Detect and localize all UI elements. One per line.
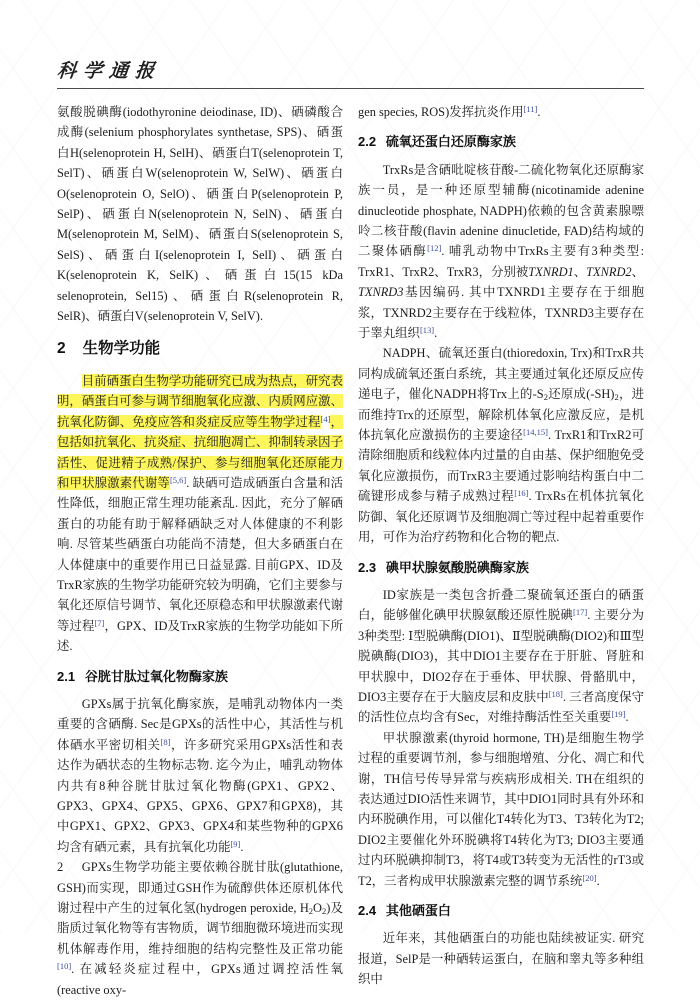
text-run: TrxRs是含硒吡啶核苷酸-二硫化物氧化还原酶家族一员，是一种还原型辅酶(nicotinamide adenine dinucleotide phosphate, NADPH)依赖的包含黄素腺嘌呤二核苷酸(flavin adenine dinucletide, FAD)结构域的二聚体硒酶: [358, 162, 644, 259]
text-run: TXNRD3: [358, 285, 404, 300]
text-run: .: [240, 839, 244, 854]
text-run: TXNRD1: [528, 264, 574, 279]
text-run: 近年来，其他硒蛋白的功能也陆续被证实. 研究报道，SelP是一种硒转运蛋白，在脑和睾丸等多种组织中: [358, 931, 644, 987]
text-run: 2: [308, 906, 314, 917]
left-column: [57, 102, 343, 1000]
text-run: . 三者高度保守的活性位点均含有Sec，对维持酶活性至关重要: [358, 689, 644, 725]
section-heading: [358, 131, 644, 152]
text-run: 2: [614, 392, 619, 403]
text-run: gen species, ROS)发挥抗炎作用: [358, 105, 524, 119]
text-run: 甲状腺激素(thyroid hormone, TH)是细胞生物学过程的重要调节剂，参与细胞增殖、分化、凋亡和代谢，TH信号传导异常与疾病形成相关. TH在组织的表达通过DIO活性来调节，其中DIO1同时具有外环和内环脱碘作用，可以催化T4转化为T3、T3转化为T2; DIO2主要催化外环脱碘将T4转化为T3; DIO3主要通过内环脱碘抑制T3，将T4或T3转变为无活性的rT3或T2，三者构成甲状腺激素完整的调节系统: [358, 730, 644, 888]
citation-ref: [10]: [57, 961, 72, 972]
text-run: O: [313, 901, 322, 916]
section-title: 生物学功能: [82, 340, 161, 358]
paragraph: [358, 585, 644, 728]
text-run: . TrxRs在机体抗氧化防御、氧化还原调节及细胞凋亡等过程中起着重要作用，可作为治疗药物和化合物的靶点.: [358, 489, 644, 545]
text-run: 、: [573, 264, 587, 279]
section-heading: [57, 666, 343, 687]
section-heading: [57, 336, 343, 361]
text-run: 基因编码. 其中TXNRD1主要存在于细胞浆，TXNRD2主要存在于线粒体，TXNRD3主要存在于睾丸组织: [358, 285, 644, 341]
text-run: GPXs生物学功能主要依赖谷胱甘肽(glutathione, GSH)而实现，即通过GSH作为硫醇供体还原机体代谢过程中产生的过氧化氢(hydrogen peroxide, H: [57, 860, 343, 916]
text-run: 还原成(-SH): [547, 387, 615, 402]
masthead-rule: [57, 88, 644, 89]
section-heading: [358, 900, 644, 921]
highlighted-text: ，包括如抗氧化、抗炎症、抗细胞凋亡、抑制转录因子活性、促进精子成熟/保护、参与细胞氧化还原能力和甲状腺激素代谢等: [57, 414, 344, 490]
right-column: [358, 102, 644, 1000]
paragraph: [358, 102, 644, 122]
paragraph: [57, 694, 343, 857]
section-number: 2.4: [358, 902, 377, 918]
text-run: ，GPX、ID及TrxR家族的生物学功能如下所述.: [57, 618, 343, 654]
text-run: 氨酸脱碘酶(iodothyronine deiodinase, ID)、硒磷酸合成酶(selenium phosphorylates synthetase, SPS)、硒蛋白H(selenoprotein H, SelH)、硒蛋白T(selenoprotein T, SelT)、硒蛋白W(selenoprotein W, SelW)、硒蛋白O(selenoprotein O, SelO)、硒蛋白P(selenoprotein P, SelP)、硒蛋白N(selenoprotein N, SelN)、硒蛋白M(selenoprotein M, SelM)、硒蛋白S(selenoprotein S, SelS)、硒蛋白I(selenoprotein I, SelI)、硒蛋白K(selenoprotein K, SelK)、硒蛋白15(15 kDa selenoprotein, Sel15)、硒蛋白R(selenoprotein R, SelR)、硒蛋白V(selenoprotein V, SelV).: [57, 105, 343, 324]
text-run: .: [625, 710, 629, 725]
page-number: 2: [57, 860, 64, 874]
section-number: 2: [57, 340, 66, 358]
citation-ref: [16]: [514, 488, 529, 499]
section-heading: [358, 557, 644, 578]
text-run: ID家族是一类包含折叠二聚硫氧还蛋白的硒蛋白，能够催化碘甲状腺氨酸还原性脱碘: [358, 587, 644, 623]
text-run: NADPH、硫氧还蛋白(thioredoxin, Trx)和TrxR共同构成硫氧还蛋白系统，其主要通过氧化还原反应传递电子，催化NADPH将Trx上的-S: [358, 346, 644, 402]
section-number: 2.1: [57, 668, 76, 684]
journal-logo: 科学通报: [55, 60, 163, 82]
section-title: 谷胱甘肽过氧化物酶家族: [84, 668, 228, 684]
citation-ref: [14,15]: [523, 427, 548, 438]
paragraph: [358, 343, 644, 547]
section-title: 其他硒蛋白: [385, 902, 451, 918]
text-run: . 在减轻炎症过程中，GPXs通过调控活性氧(reactive oxy-: [57, 962, 343, 997]
text-run: . 缺硒可造成硒蛋白含量和活性降低，细胞正常生理功能紊乱. 因此，充分了解硒蛋白的功能有助于解释硒缺乏对人体健康的不利影响. 尽管某些硒蛋白功能尚不清楚，但大多硒蛋白在人体健康中的重要作用已日益显露. 目前GPX、ID及TrxR家族的生物学功能研究较为明确，它们主要参与氧化还原信号调节、氧化还原稳态和甲状腺激素代谢等过程: [57, 475, 344, 633]
article-body: [57, 102, 644, 1000]
highlighted-text: 目前硒蛋白生物学功能研究已成为热点，研究表明，硒蛋白可参与调节细胞氧化应激、内质网应激、抗氧化防御、免疫应答和炎症反应等生物学过程: [57, 373, 343, 429]
paragraph: [57, 857, 343, 1000]
paragraph: [358, 160, 644, 344]
citation-ref: [12]: [427, 243, 442, 254]
citation-ref: [20]: [582, 872, 597, 883]
citation-ref: [9]: [230, 838, 241, 849]
citation-ref: [19]: [611, 709, 626, 720]
text-run: .: [537, 105, 541, 119]
text-run: .: [596, 873, 600, 888]
paragraph: [358, 728, 644, 891]
section-number: 2.3: [358, 559, 377, 575]
paragraph: [57, 371, 343, 657]
text-run: ，许多研究采用GPXs活性和表达作为硒状态的生物标志物. 迄今为止，哺乳动物体内共有8种谷胱甘肽过氧化物酶(GPX1、GPX2、GPX3、GPX4、GPX5、GPX6、GPX7和GPX8)，其中GPX1、GPX2、GPX3、GPX4和某些物种的GPX6均含有硒元素，具有抗氧化功能: [57, 737, 344, 854]
text-run: . 哺乳动物中TrxRs主要有3种类型: TrxR1、TrxR2、TrxR3，分别被: [358, 244, 645, 279]
citation-ref: [18]: [548, 688, 563, 699]
citation-ref: [13]: [419, 325, 435, 336]
text-run: .: [434, 326, 438, 341]
citation-ref: [11]: [523, 104, 538, 114]
text-run: )及脂质过氧化物等有害物质，调节细胞微环境进而实现机体解毒作用，维持细胞的结构完整性及正常功能: [57, 901, 343, 956]
citation-ref: [4]: [320, 413, 331, 424]
section-number: 2.2: [358, 134, 377, 150]
citation-ref: [17]: [573, 607, 588, 618]
text-run: 2: [322, 906, 327, 917]
text-run: . 主要分为3种类型: Ⅰ型脱碘酶(DIO1)、Ⅱ型脱碘酶(DIO2)和Ⅲ型脱碘酶(DIO3)，其中DIO1主要存在于肝脏、肾脏和甲状腺中，DIO2存在于垂体、甲状腺、骨骼肌中，DIO3主要存在于大脑皮层和皮肤中: [358, 608, 644, 704]
text-run: TXNRD2: [586, 264, 632, 279]
citation-ref: [8]: [160, 736, 171, 747]
masthead: [57, 56, 644, 89]
section-title: 碘甲状腺氨酸脱碘酶家族: [385, 559, 529, 575]
paragraph: [57, 102, 343, 326]
text-run: 、: [631, 264, 645, 279]
text-run: ，进而维持Trx的还原型，解除机体氧化应激反应，是机体抗氧化应激损伤的主要途径: [358, 387, 645, 443]
paragraph: [358, 928, 644, 989]
text-run: 2: [543, 392, 548, 403]
section-title: 硫氧还蛋白还原酶家族: [385, 134, 516, 150]
text-run: GPXs属于抗氧化酶家族，是哺乳动物体内一类重要的含硒酶. Sec是GPXs的活性中心，其活性与机体硒水平密切相关: [57, 697, 343, 752]
citation-ref: [7]: [94, 617, 105, 628]
text-run: . TrxR1和TrxR2可清除细胞质和线粒体内过量的自由基、保护细胞免受氧化应激损伤，而TrxR3主要通过影响结构蛋白中二硫键形成参与精子成熟过程: [358, 428, 644, 504]
citation-ref: [5,6]: [169, 474, 187, 485]
